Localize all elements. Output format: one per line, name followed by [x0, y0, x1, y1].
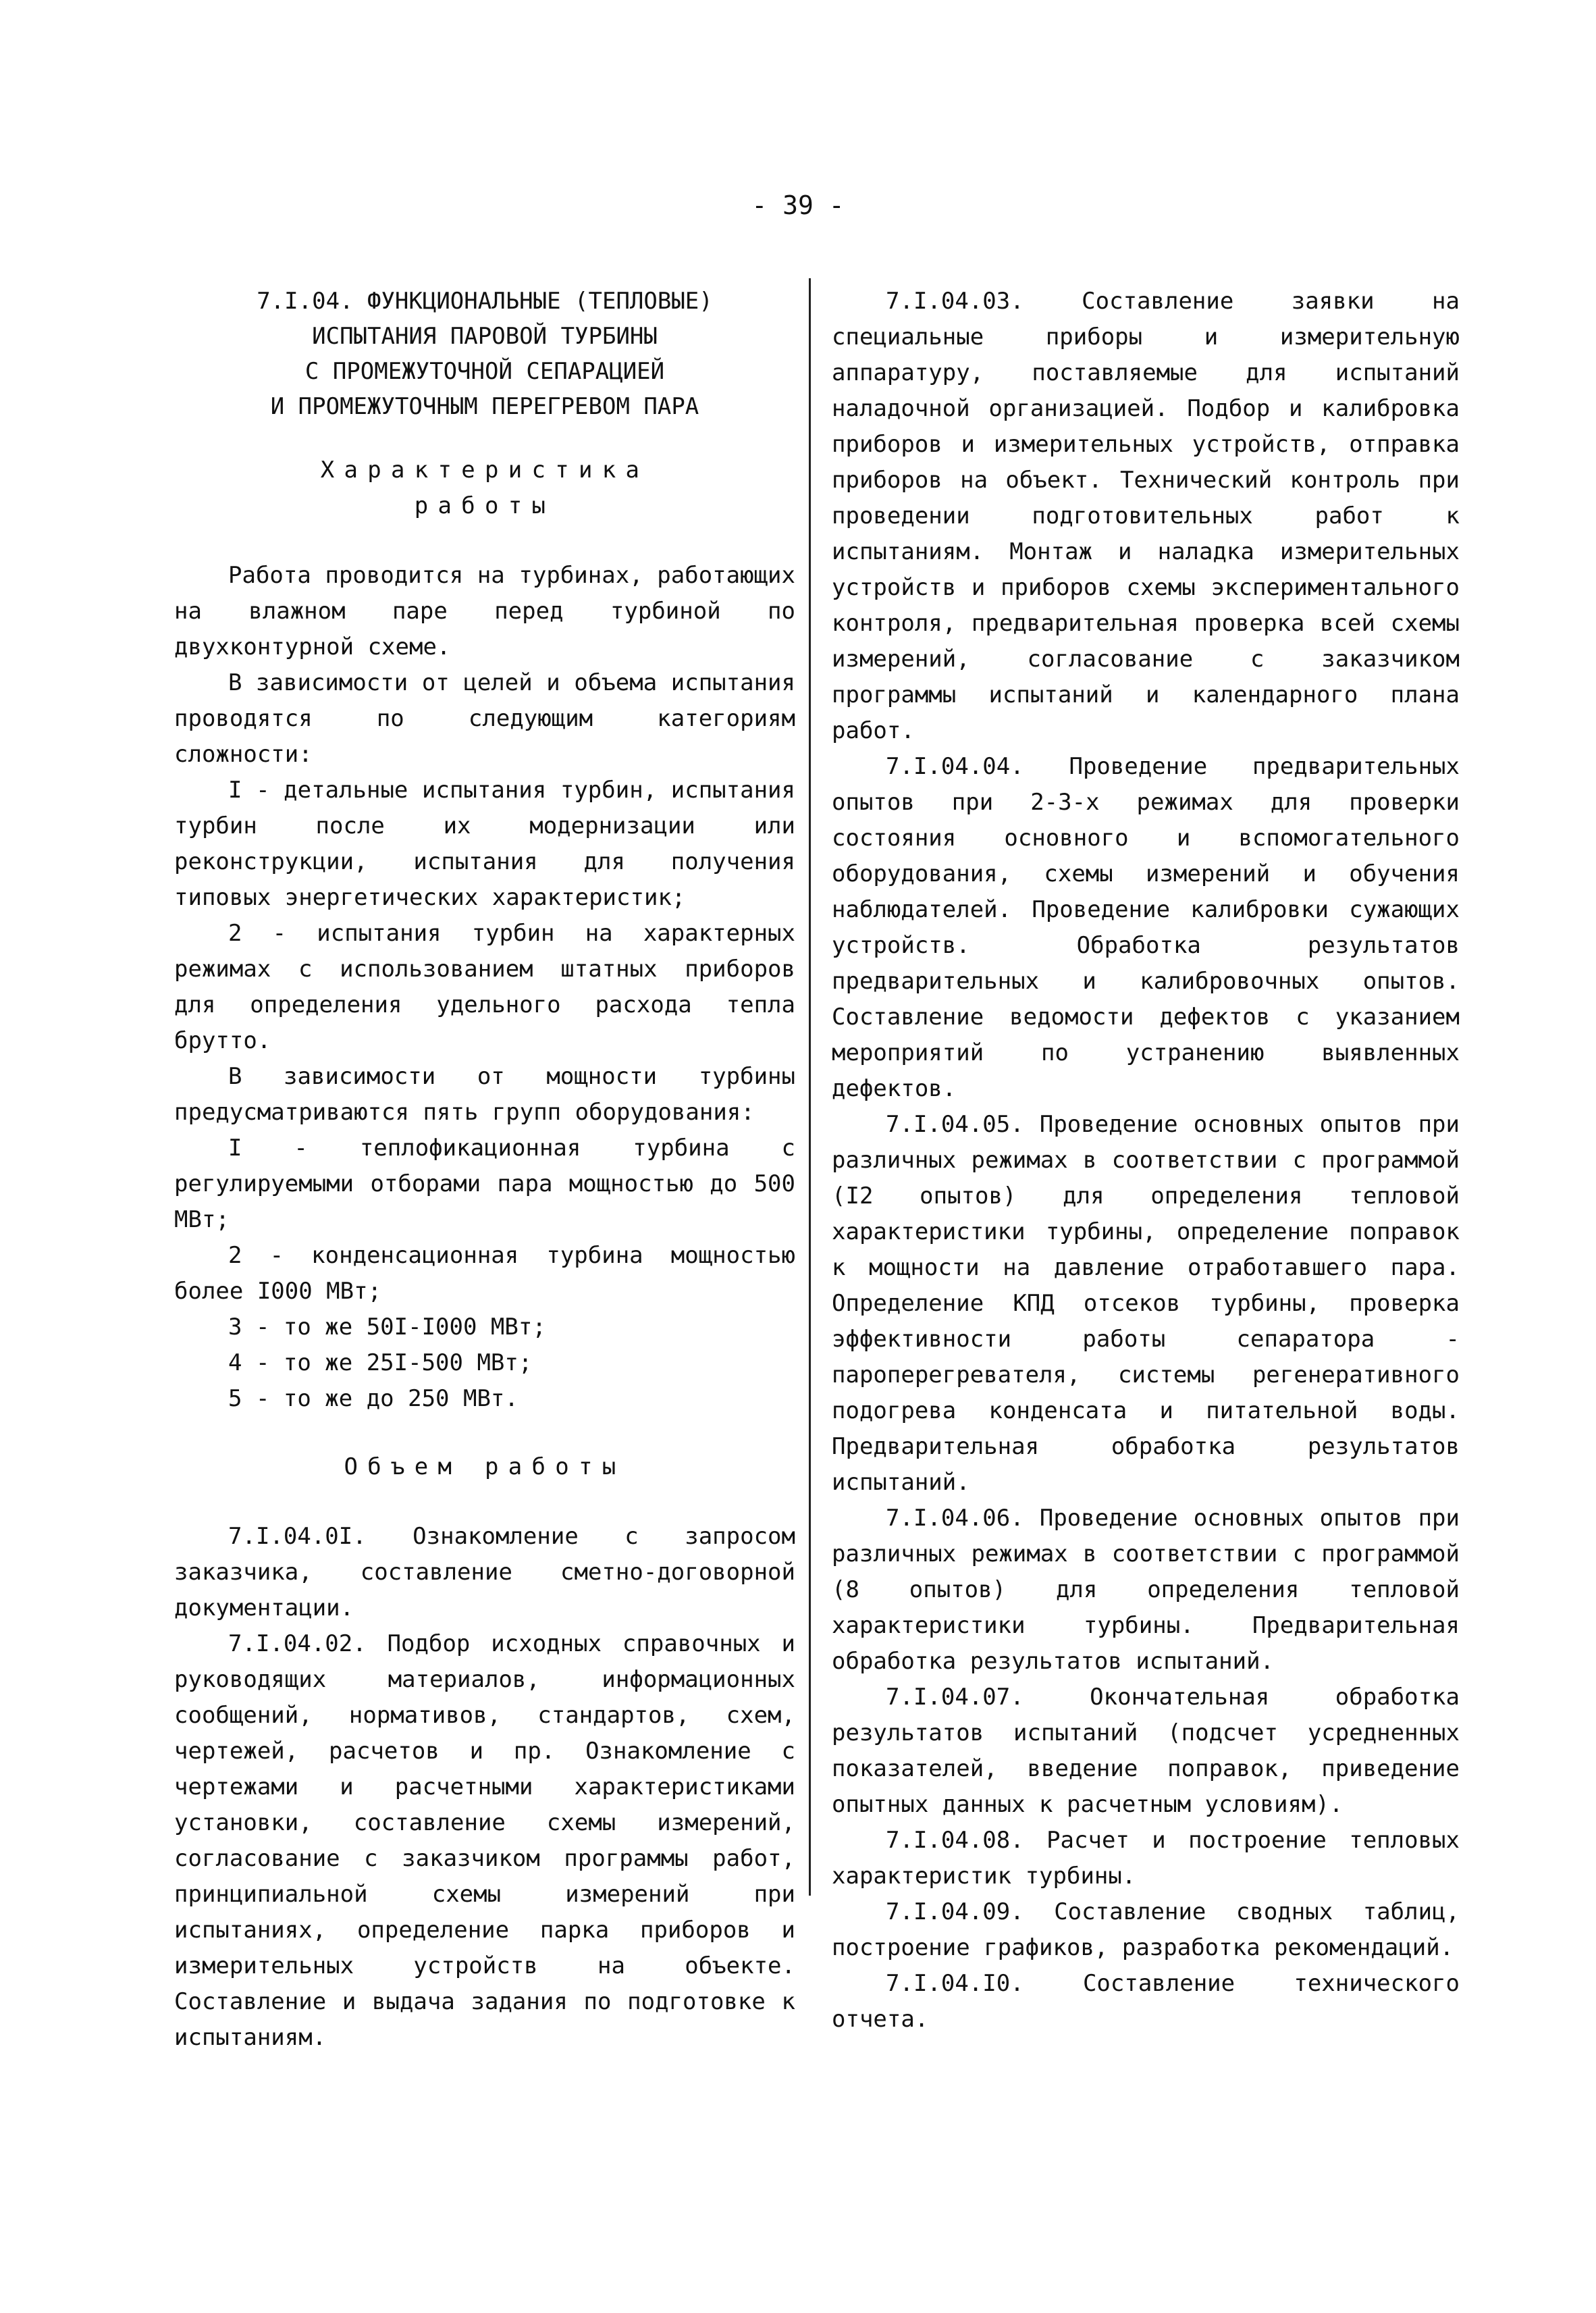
work-item: 7.I.04.04. Проведение предварительных опытов при 2-3-х режимах для проверки состояния основного и вспомогательного оборудования, схемы измерений и обучения наблюдателей. Проведение калибровки сужающих устройств. Обработка результатов предварительных и калибровочных опытов. Составление ведомости дефектов с указанием мероприятий по устранению выявленных дефектов. — [832, 753, 1460, 1102]
group-item: 4 - то же 25I-500 МВт; — [228, 1349, 533, 1376]
category-item: 2 - испытания турбин на характерных режимах с использованием штатных приборов для определения удельного расхода тепла брутто. — [174, 920, 795, 1054]
page-number: - 39 - — [751, 190, 845, 220]
volume-heading: Объем работы — [344, 1453, 626, 1480]
right-column — [832, 284, 1460, 2037]
section-title-line: ИСПЫТАНИЯ ПАРОВОЙ ТУРБИНЫ — [312, 323, 658, 350]
characteristic-heading-line: Характеристика — [320, 457, 649, 484]
section-title-line: С ПРОМЕЖУТОЧНОЙ СЕПАРАЦИЕЙ — [304, 358, 665, 385]
category-item: I - детальные испытания турбин, испытания турбин после их модернизации или реконструкции, испытания для получения типовых энергетических характеристик; — [174, 777, 795, 911]
characteristic-heading-line: работы — [414, 492, 556, 519]
group-item: 3 - то же 50I-I000 МВт; — [228, 1314, 546, 1341]
group-item: I - теплофикационная турбина с регулируемыми отборами пара мощностью до 500 МВт; — [174, 1135, 795, 1233]
volume-heading-block — [174, 1449, 795, 1485]
work-item: 7.I.04.02. Подбор исходных справочных и руководящих материалов, информационных сообщений, нормативов, стандартов, схем, чертежей, расчетов и пр. Ознакомление с чертежами и расчетными характеристиками установки, составление схемы измерений, согласование с заказчиком программы работ, принципиальной схемы измерений при испытаниях, определение парка приборов и измерительных устройств на объекте. Составление и выдача задания по подготовке к испытаниям. — [174, 1630, 795, 2051]
work-item: 7.I.04.06. Проведение основных опытов при различных режимах в соответствии с программой (8 опытов) для определения тепловой характеристики турбины. Предварительная обработка результатов испытаний. — [832, 1505, 1460, 1675]
group-item: 5 - то же до 250 МВт. — [228, 1385, 518, 1412]
section-title-line: 7.I.04. ФУНКЦИОНАЛЬНЫЕ (ТЕПЛОВЫЕ) — [257, 288, 713, 315]
left-column — [174, 284, 795, 2056]
characteristic-heading — [174, 452, 795, 524]
section-title-line: И ПРОМЕЖУТОЧНЫМ ПЕРЕГРЕВОМ ПАРА — [270, 393, 699, 420]
work-item: 7.I.04.09. Составление сводных таблиц, построение графиков, разработка рекомендаций. — [832, 1898, 1460, 1961]
work-item: 7.I.04.0I. Ознакомление с запросом заказчика, составление сметно-договорной документации. — [174, 1523, 795, 1621]
group-item: 2 - конденсационная турбина мощностью более I000 МВт; — [174, 1242, 795, 1305]
work-item: 7.I.04.05. Проведение основных опытов при различных режимах в соответствии с программой (I2 опытов) для определения тепловой характеристики турбины, определение поправок к мощности на давление отработавшего пара. Определение КПД отсеков турбины, проверка эффективности работы сепаратора - пароперегревателя, системы регенеративного подогрева конденсата и питательной воды. Предварительная обработка результатов испытаний. — [832, 1111, 1460, 1496]
intro-paragraph: Работа проводится на турбинах, работающих на влажном паре перед турбиной по двухконтурной схеме. — [174, 562, 795, 660]
section-title — [174, 284, 795, 424]
column-divider — [809, 278, 811, 1896]
work-item: 7.I.04.07. Окончательная обработка результатов испытаний (подсчет усредненных показателей, введение поправок, приведение опытных данных к расчетным условиям). — [832, 1684, 1460, 1818]
groups-intro-paragraph: В зависимости от мощности турбины предусматриваются пять групп оборудования: — [174, 1063, 795, 1126]
work-item: 7.I.04.I0. Составление технического отчета. — [832, 1970, 1460, 2033]
complexity-intro-paragraph: В зависимости от целей и объема испытания проводятся по следующим категориям сложности: — [174, 669, 795, 768]
work-item: 7.I.04.03. Составление заявки на специальные приборы и измерительную аппаратуру, поставляемые для испытаний наладочной организацией. Подбор и калибровка приборов и измерительных устройств, отправка приборов на объект. Технический контроль при проведении подготовительных работ к испытаниям. Монтаж и наладка измерительных устройств и приборов схемы экспериментального контроля, предварительная проверка всей схемы измерений, согласование с заказчиком программы испытаний и календарного плана работ. — [832, 288, 1460, 744]
work-item: 7.I.04.08. Расчет и построение тепловых характеристик турбины. — [832, 1827, 1460, 1890]
